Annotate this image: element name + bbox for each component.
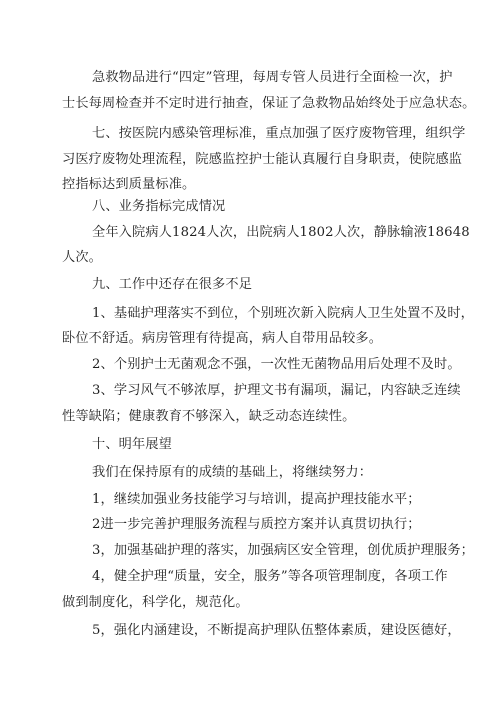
text-line: 习医疗废物处理流程，院感监控护士能认真履行自身职责，使院感监 (62, 152, 463, 167)
text-line: 急救物品进行“四定”管理，每周专管人员进行全面检一次，护 (92, 70, 453, 85)
text-line: 士长每周检查并不定时进行抽查，保证了急救物品始终处于应急状态。 (62, 96, 476, 111)
text-line: 控指标达到质量标准。 (62, 177, 196, 192)
text-line: 全年入院病人1824人次，出院病人1802人次，静脉输液18648 (92, 225, 470, 240)
text-line: 卧位不舒适。病房管理有待提高，病人自带用品较多。 (62, 331, 383, 346)
text-line: 人次。 (62, 250, 103, 265)
text-line: 3，加强基础护理的落实，加强病区安全管理，创优质护理服务； (92, 543, 474, 558)
text-line: 2进一步完善护理服务流程与质控方案并认真贯切执行； (92, 517, 421, 532)
section-heading: 十、明年展望 (92, 437, 173, 452)
text-line: 1、基础护理落实不到位，个别班次新入院病人卫生处置不及时， (92, 306, 474, 321)
section-heading: 九、工作中还存在很多不足 (92, 277, 253, 292)
text-line: 3、学习风气不够浓厚，护理文书有漏项，漏记，内容缺乏连续 (92, 383, 461, 398)
text-line: 2、个别护士无菌观念不强，一次性无菌物品用后处理不及时。 (92, 357, 461, 372)
text-line: 做到制度化，科学化，规范化。 (62, 595, 249, 610)
text-line: 我们在保持原有的成绩的基础上，将继续努力： (92, 465, 373, 480)
text-line: 5，强化内涵建设，不断提高护理队伍整体素质，建设医德好， (92, 623, 461, 638)
section-heading: 八、业务指标完成情况 (92, 199, 226, 214)
text-line: 4，健全护理“质量，安全，服务”等各项管理制度，各项工作 (92, 569, 448, 584)
text-line: 1，继续加强业务技能学习与培训，提高护理技能水平； (92, 492, 421, 507)
text-line: 七、按医院内感染管理标准，重点加强了医疗废物管理，组织学 (92, 126, 466, 141)
text-line: 性等缺陷；健康教育不够深入，缺乏动态连续性。 (62, 409, 356, 424)
